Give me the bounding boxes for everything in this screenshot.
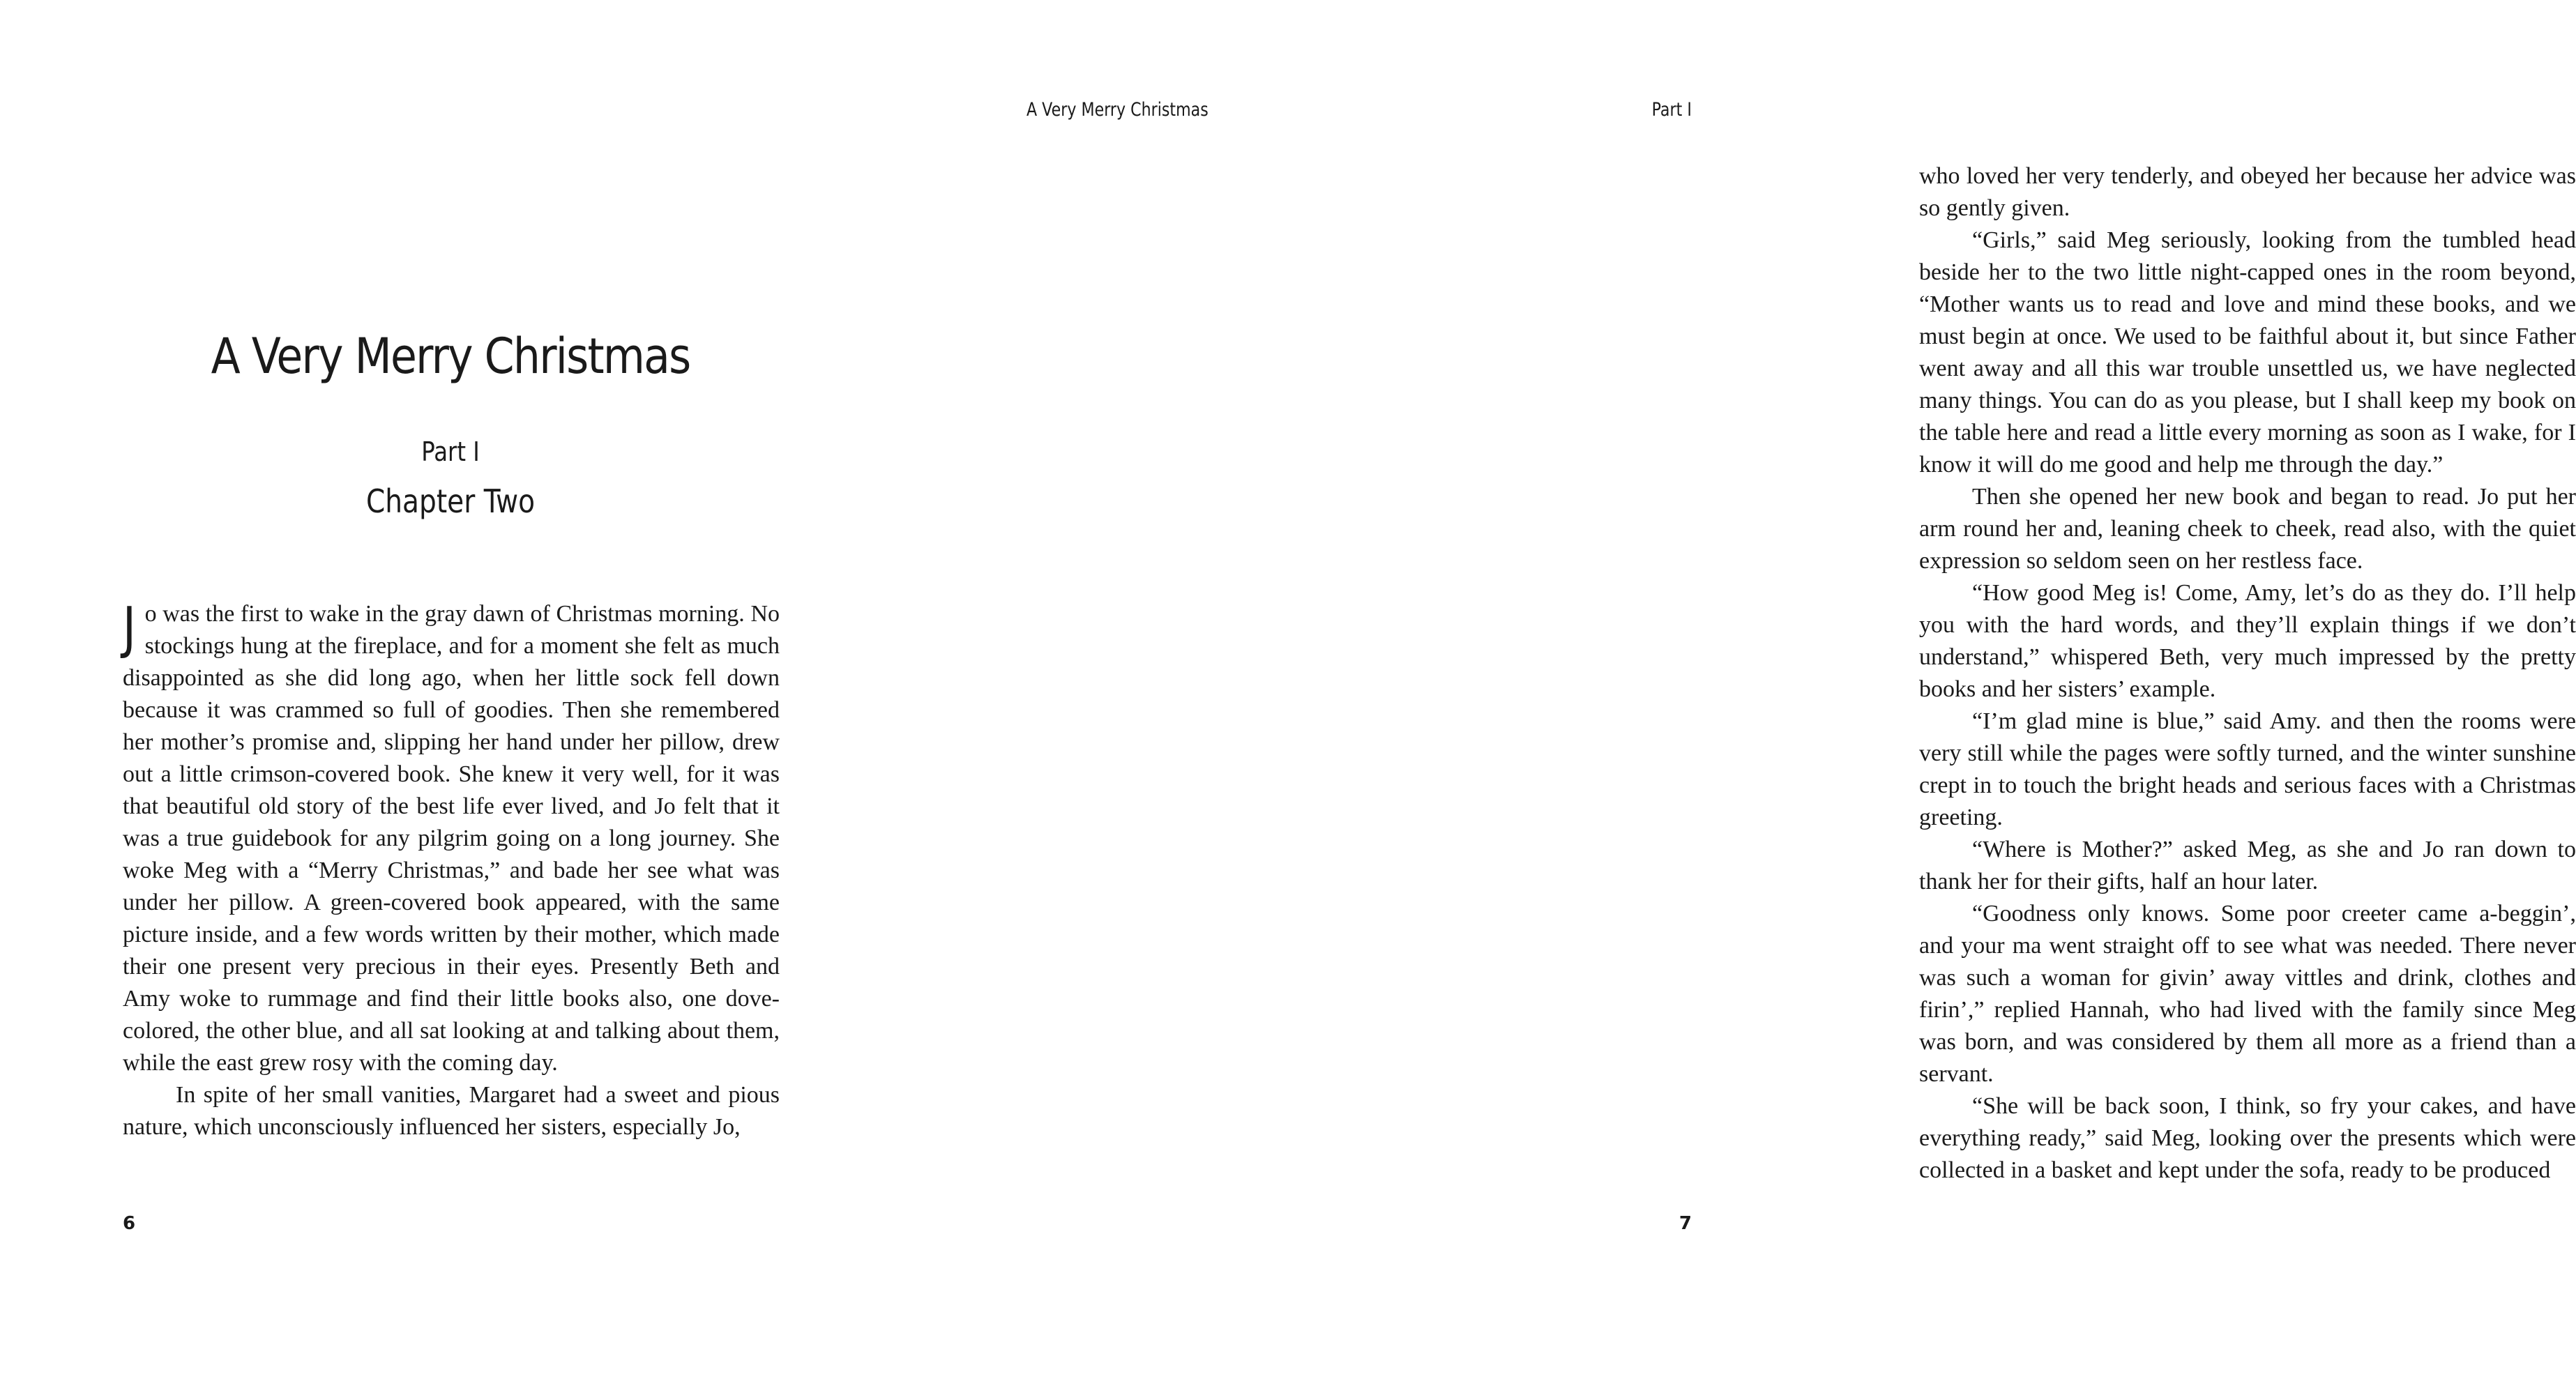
right-page [893, 0, 2576, 1379]
right-page-body [1919, 160, 2576, 1187]
opening-paragraph-text: o was the first to wake in the gray dawn of Christmas morning. No stockings hung at the fireplace, and for a moment she felt as much disappointed as she did long ago, when her little sock fell down because it was crammed so full of goodies. Then she remembered her mother’s promise and, slipping her hand under her pillow, drew out a little crimson-covered book. She knew it very well, for it was that beautiful old story of the best life ever lived, and Jo felt that it was a true guidebook for any pilgrim going on a long journey. She woke Meg with a “Merry Christmas,” and bade her see what was under her pillow. A green-covered book appeared, with the same picture inside, and a few words written by their mother, which made their one present very precious in their eyes. Presently Beth and Amy woke to rummage and find their little books also, one dove-colored, the other blue, and all sat looking at and talking about them, while the east grew rosy with the coming day. [123, 601, 780, 1076]
part-label: Part I [421, 436, 480, 467]
paragraph: “I’m glad mine is blue,” said Amy. and then the rooms were very still while the pages were softly turned, and the winter sunshine crept in to touch the bright heads and serious faces with a Christmas greeting. [1919, 708, 2576, 830]
chapter-title: A Very Merry Christmas [211, 328, 690, 385]
running-head-part: Part I [1651, 99, 1692, 121]
page-number-right: 7 [1679, 1213, 1692, 1234]
paragraph: “Girls,” said Meg seriously, looking from the tumbled head beside her to the two little night-capped ones in the room beyond, “Mother wants us to read and love and mind these books, and we must begin at once. We used to be faithful about it, but since Father went away and all this war trouble unsettled us, we have neglected many things. You can do as you please, but I shall keep my book on the table here and read a little every morning as soon as I wake, for I know it will do me good and help me through the day.” [1919, 227, 2576, 478]
opening-paragraph [123, 595, 780, 1079]
paragraph: “Goodness only knows. Some poor creeter came a-beggin’, and your ma went straight off to see what was needed. There never was such a woman for givin’ away vittles and drink, clothes and firin’,” replied Hannah, who had lived with the family since Meg was born, and was considered by them all more as a friend than a servant. [1919, 901, 2576, 1087]
page-number-left: 6 [123, 1213, 136, 1234]
running-head-title: A Very Merry Christmas [1026, 99, 1209, 121]
paragraph: Then she opened her new book and began to read. Jo put her arm round her and, leaning cheek to cheek, read also, with the quiet expression so seldom seen on her restless face. [1919, 484, 2576, 574]
paragraph: who loved her very tenderly, and obeyed her because her advice was so gently given. [1919, 163, 2576, 221]
paragraph: “How good Meg is! Come, Amy, let’s do as they do. I’ll help you with the hard words, and they’ll explain things if we don’t understand,” whispered Beth, very much impressed by the pretty books and her sisters’ example. [1919, 580, 2576, 702]
chapter-label: Chapter Two [365, 482, 536, 520]
left-page [0, 0, 893, 1379]
drop-cap: J [123, 595, 136, 660]
left-page-body [123, 595, 780, 1143]
paragraph: “Where is Mother?” asked Meg, as she and Jo ran down to thank her for their gifts, half an hour later. [1919, 837, 2576, 894]
paragraph: In spite of her small vanities, Margaret had a sweet and pious nature, which unconsciously influenced her sisters, especially Jo, [123, 1082, 780, 1140]
paragraph: “She will be back soon, I think, so fry your cakes, and have everything ready,” said Meg, looking over the presents which were collected in a basket and kept under the sofa, ready to be produced [1919, 1093, 2576, 1183]
